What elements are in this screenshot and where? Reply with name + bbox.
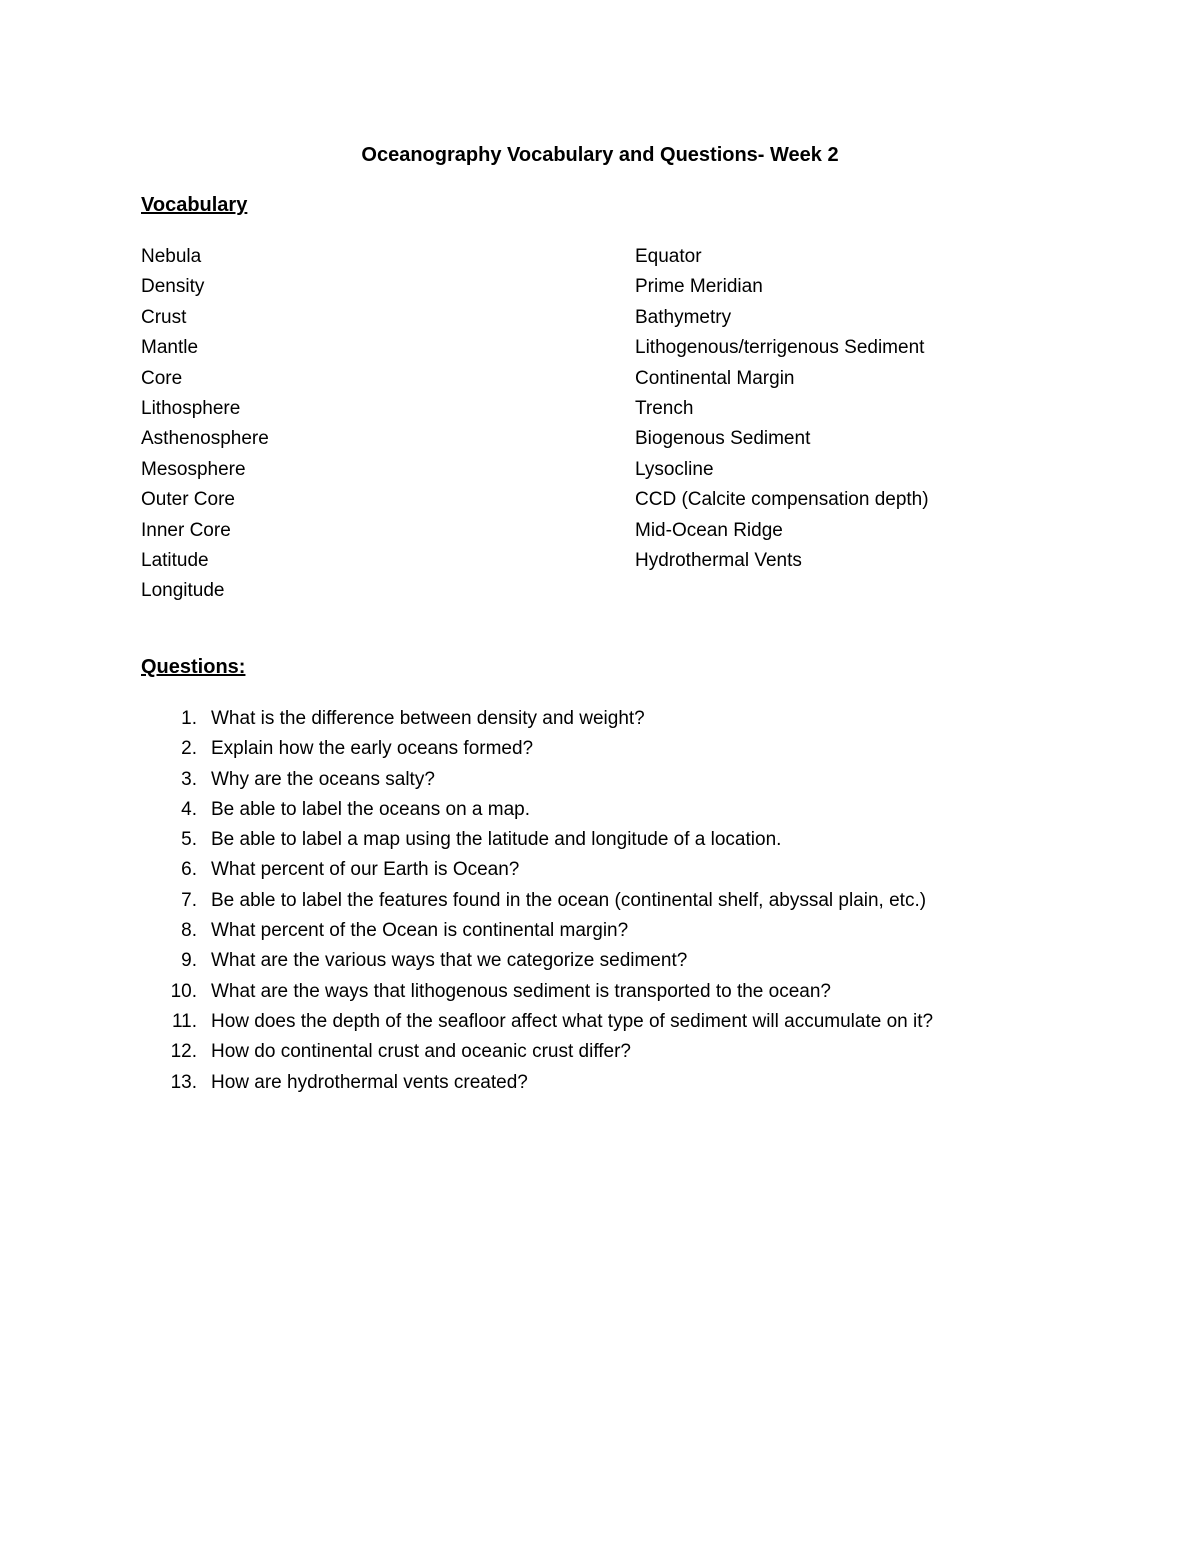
question-number: 10. [170,980,197,1002]
question-text: What are the various ways that we categorize sediment? [211,950,688,972]
question-text: Be able to label a map using the latitude and longitude of a location. [211,829,782,851]
vocab-term: Inner Core [141,519,231,541]
question-item [141,977,1141,1007]
vocab-term: Lithogenous/terrigenous Sediment [635,337,925,359]
question-number: 6. [181,859,197,881]
vocab-term: Core [141,367,183,389]
question-number: 12. [170,1041,197,1063]
question-number: 2. [181,738,197,760]
question-text: How does the depth of the seafloor affect what type of sediment will accumulate on it? [211,1010,934,1032]
question-text: What percent of our Earth is Ocean? [211,859,520,881]
question-item [141,946,1141,976]
vocab-term: Longitude [141,580,225,602]
question-item [141,1007,1141,1037]
vocab-term: Bathymetry [635,306,732,328]
question-item [141,795,1141,825]
question-text: What is the difference between density and weight? [211,708,645,729]
question-number: 7. [181,889,197,911]
question-item [141,916,1141,946]
question-number: 9. [181,950,197,972]
vocab-term: Density [141,276,205,298]
question-item [141,1037,1141,1067]
question-text: What are the ways that lithogenous sediment is transported to the ocean? [211,980,831,1002]
question-number: 4. [181,798,197,820]
vocab-term: Lysocline [635,458,714,480]
question-item [141,825,1141,855]
vocab-term: Asthenosphere [141,428,269,450]
question-text: How are hydrothermal vents created? [211,1071,528,1093]
vocab-term: CCD (Calcite compensation depth) [635,489,929,511]
vocab-term: Nebula [141,246,202,267]
question-item [141,765,1141,795]
question-item [141,734,1141,764]
vocabulary-list-left [141,242,269,607]
vocab-term: Biogenous Sediment [635,428,811,450]
question-number: 8. [181,920,197,942]
vocab-term: Trench [635,397,694,419]
vocab-term: Equator [635,246,702,267]
question-item [141,886,1141,916]
page-title: Oceanography Vocabulary and Questions- Week 2 [361,144,839,166]
vocabulary-list-right [635,242,929,576]
vocab-term: Continental Margin [635,367,795,389]
questions-list [141,704,1141,1098]
question-number: 1. [181,708,197,729]
question-item [141,704,1141,734]
vocab-term: Mesosphere [141,458,246,480]
vocab-term: Hydrothermal Vents [635,549,802,571]
question-item [141,855,1141,885]
vocab-term: Outer Core [141,489,235,511]
question-text: Be able to label the features found in the ocean (continental shelf, abyssal plain, etc.) [211,889,927,911]
vocab-term: Mid-Ocean Ridge [635,519,783,541]
question-text: How do continental crust and oceanic crust differ? [211,1041,631,1063]
vocab-term: Latitude [141,549,209,571]
vocab-term: Crust [141,306,187,328]
question-number: 3. [181,768,197,790]
question-number: 5. [181,829,197,851]
vocab-term: Mantle [141,337,199,359]
vocabulary-heading: Vocabulary [141,194,248,216]
vocab-term: Lithosphere [141,397,241,419]
question-text: Be able to label the oceans on a map. [211,798,531,820]
question-number: 11. [171,1010,197,1032]
vocab-term: Prime Meridian [635,276,763,298]
question-text: What percent of the Ocean is continental margin? [211,920,629,942]
question-item [141,1068,1141,1098]
questions-heading: Questions: [141,656,246,678]
question-number: 13. [170,1071,197,1093]
question-text: Why are the oceans salty? [211,768,435,790]
question-text: Explain how the early oceans formed? [211,738,534,760]
